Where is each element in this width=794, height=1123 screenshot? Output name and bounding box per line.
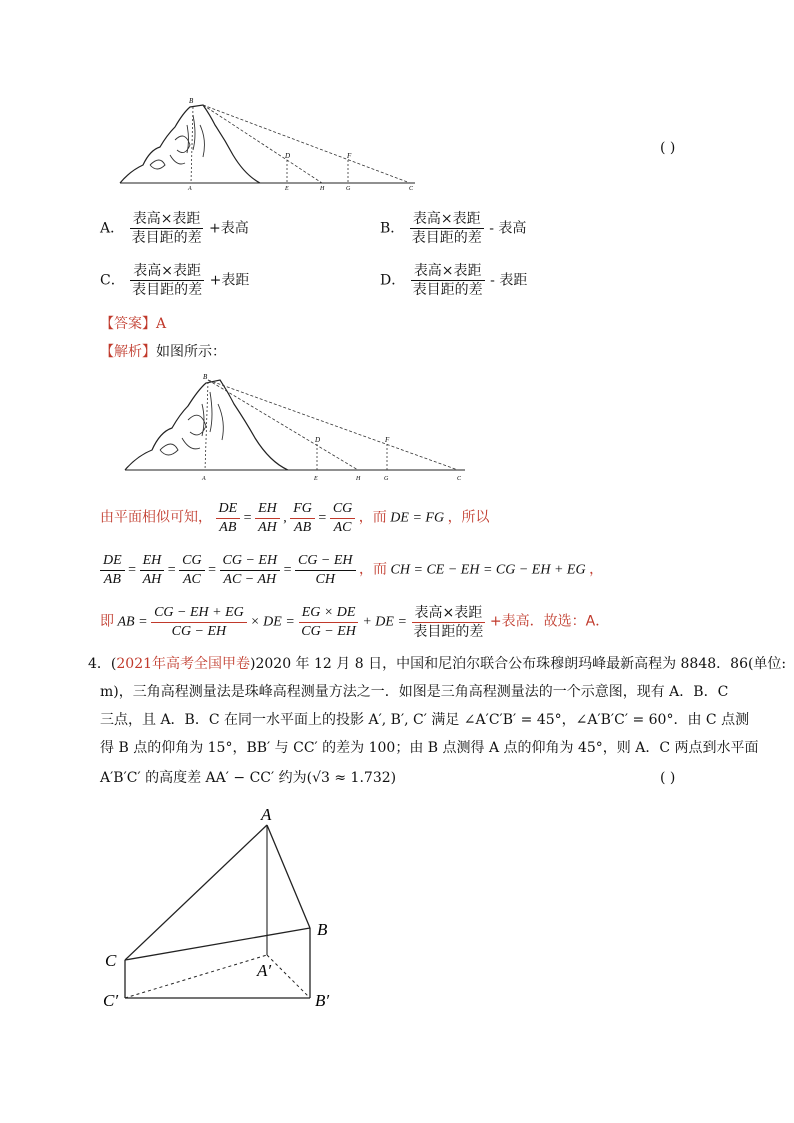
label-D: D — [285, 152, 291, 160]
fraction-denominator: 表目距的差 — [131, 230, 202, 246]
comma: , — [283, 510, 287, 526]
frac-eh-ah — [255, 500, 280, 537]
fraction-numerator: CG − EH — [295, 552, 356, 571]
fraction-numerator: DE — [100, 552, 125, 571]
q4-line-2: m)，三角高程测量法是珠峰高程测量方法之一．如图是三角高程测量法的一个示意图，现有 A．B．C — [100, 684, 729, 700]
answer-paren-q4: ( ) — [660, 770, 676, 786]
equals-sign: = — [128, 562, 137, 578]
label-F: F — [385, 436, 390, 444]
fraction-denominator: 表目距的差 — [413, 624, 484, 640]
fraction-numerator: 表高×表距 — [130, 262, 204, 281]
line-ba — [205, 382, 208, 470]
label-C-prime: C′ — [103, 991, 119, 1010]
fraction-numerator: EG × DE — [299, 604, 359, 623]
q4-line-4: 得 B 点的仰角为 15°，BB′ 与 CC′ 的差为 100；由 B 点测得 A 点的仰角为 45°，则 A．C 两点到水平面 — [100, 740, 759, 756]
label-B: B — [317, 920, 328, 939]
analysis-line-3-prefix: 即 — [100, 613, 114, 630]
label-F: F — [347, 152, 352, 160]
option-b[interactable] — [380, 210, 526, 247]
analysis-line-1-prefix: 由平面相似可知， — [100, 509, 212, 526]
fraction-numerator: FG — [290, 500, 315, 519]
option-b-label: B． — [380, 220, 405, 237]
label-C: C — [105, 951, 117, 970]
analysis-line-2-eq: CH = CE − EH = CG − EH + EG — [390, 562, 586, 578]
answer-value: A — [156, 316, 167, 332]
analysis-line-2-mid: ，而 — [359, 561, 388, 578]
label-E: E — [314, 476, 318, 482]
answer-tag: 【答案】 — [100, 316, 156, 332]
analysis-line-3 — [100, 604, 609, 641]
fraction-numerator: 表高×表距 — [410, 210, 484, 229]
label-C: C — [457, 476, 462, 482]
label-A: A — [261, 805, 272, 824]
frac-cgeh-ch — [295, 552, 356, 589]
option-d-fraction — [410, 262, 486, 299]
ab-equals: AB = — [117, 614, 148, 630]
answer-paren-q3: ( ) — [660, 140, 676, 156]
fraction-numerator: 表高×表距 — [412, 604, 486, 623]
fraction-denominator: AH — [258, 520, 277, 535]
option-a[interactable] — [100, 210, 249, 247]
option-b-fraction — [409, 210, 485, 247]
frac-cgeh-acah — [220, 552, 281, 589]
fraction-denominator: AC − AH — [223, 572, 277, 587]
fraction-denominator: 表目距的差 — [411, 230, 482, 246]
option-c-suffix: +表距 — [209, 272, 250, 289]
sight-line-bh — [208, 380, 358, 470]
label-H: H — [320, 186, 325, 190]
frac-fg-ab — [290, 500, 315, 537]
analysis-line-1 — [100, 500, 490, 537]
analysis-line-1-eq: DE = FG — [390, 510, 445, 526]
option-a-label: A． — [100, 220, 125, 237]
option-a-suffix: +表高 — [209, 220, 249, 237]
fraction-numerator: 表高×表距 — [411, 262, 485, 281]
q4-number: 4．( — [88, 656, 117, 672]
q4-line-5: A′B′C′ 的高度差 AA′ − CC′ 约为(√3 ≈ 1.732) — [100, 770, 397, 786]
label-D: D — [315, 436, 321, 444]
frac-de-ab — [216, 500, 241, 537]
analysis-line-3-suffix: +表高．故选：A． — [489, 613, 610, 630]
analysis-line-1-mid: ，而 — [358, 509, 387, 526]
fraction-denominator: AB — [219, 520, 237, 535]
frac-words — [410, 604, 486, 641]
triangle-height-figure — [95, 800, 345, 1015]
fraction-numerator: CG — [330, 500, 355, 519]
equals-sign: = — [243, 510, 252, 526]
fraction-numerator: EH — [255, 500, 280, 519]
label-A: A — [188, 186, 192, 190]
analysis-intro: 如图所示： — [156, 344, 226, 360]
q4-text-1: )2020 年 12 月 8 日，中国和尼泊尔联合公布珠穆朗玛峰最新高程为 8848．86(单位: — [250, 656, 787, 672]
option-c-label: C． — [100, 272, 125, 289]
fraction-numerator: CG — [179, 552, 204, 571]
fraction-denominator: AC — [182, 572, 201, 587]
mountain-detail — [160, 392, 223, 455]
label-H: H — [356, 476, 361, 482]
frac-cg-ac — [330, 500, 355, 537]
fraction-denominator: AC — [333, 520, 352, 535]
fraction-denominator: 表目距的差 — [412, 282, 483, 298]
answer-line — [100, 314, 166, 334]
option-a-fraction — [129, 210, 205, 247]
option-d[interactable] — [380, 262, 527, 299]
fraction-denominator: CG − EH — [171, 624, 227, 639]
frac-de-ab — [100, 552, 125, 589]
analysis-line-1-end: ，所以 — [447, 509, 490, 526]
mountain-figure-1 — [115, 95, 420, 190]
mountain-outline — [125, 380, 288, 470]
label-A: A — [202, 476, 206, 482]
frac-egde-cgeh — [298, 604, 359, 641]
equals-sign: = — [318, 510, 327, 526]
fraction-numerator: DE — [216, 500, 241, 519]
option-d-suffix: - 表距 — [490, 272, 528, 289]
analysis-line-2 — [100, 552, 603, 589]
label-B-prime: B′ — [315, 991, 330, 1010]
option-c[interactable] — [100, 262, 249, 299]
fraction-numerator: CG − EH + EG — [151, 604, 247, 623]
option-d-label: D． — [380, 272, 406, 289]
plus-de: + DE = — [362, 614, 407, 630]
fraction-numerator: 表高×表距 — [130, 210, 204, 229]
line-A2-B2 — [267, 955, 310, 998]
times-de: × DE = — [250, 614, 295, 630]
analysis-line — [100, 342, 226, 362]
fraction-denominator: 表目距的差 — [132, 282, 203, 298]
frac-cg-ac — [179, 552, 204, 589]
label-G: G — [346, 186, 351, 190]
equals-sign: = — [208, 562, 217, 578]
analysis-line-2-end: ， — [589, 561, 604, 578]
option-c-fraction — [129, 262, 205, 299]
fraction-denominator: AB — [294, 520, 312, 535]
fraction-denominator: AH — [142, 572, 162, 587]
label-C: C — [409, 186, 414, 190]
frac-cgeheg-cgeh — [151, 604, 247, 641]
q4-line-1 — [88, 654, 786, 674]
fraction-denominator: CG − EH — [301, 624, 356, 639]
label-E: E — [285, 186, 289, 190]
mountain-figure-2 — [120, 370, 470, 482]
equals-sign: = — [167, 562, 176, 578]
label-B: B — [189, 97, 194, 105]
sight-line-bc — [203, 105, 410, 183]
line-ba — [191, 107, 193, 183]
option-b-suffix: - 表高 — [489, 220, 527, 237]
fraction-numerator: CG − EH — [220, 552, 281, 571]
sight-line-bh — [203, 105, 322, 183]
label-G: G — [384, 476, 389, 482]
fraction-numerator: EH — [140, 552, 165, 571]
equals-sign: = — [283, 562, 292, 578]
label-A-prime: A′ — [257, 961, 272, 980]
line-A-B — [267, 825, 310, 928]
fraction-denominator: AB — [103, 572, 121, 587]
q4-source: 2021年高考全国甲卷 — [116, 656, 251, 672]
q4-line-3: 三点，且 A．B．C 在同一水平面上的投影 A′, B′, C′ 满足 ∠A′C′B′ = 45°，∠A′B′C′ = 60°．由 C 点测 — [100, 712, 750, 728]
fraction-denominator: CH — [315, 572, 335, 587]
label-B: B — [203, 373, 208, 381]
sight-line-bc — [208, 380, 458, 470]
line-C2-A2 — [125, 955, 267, 998]
frac-eh-ah — [140, 552, 165, 589]
analysis-tag: 【解析】 — [100, 344, 156, 360]
